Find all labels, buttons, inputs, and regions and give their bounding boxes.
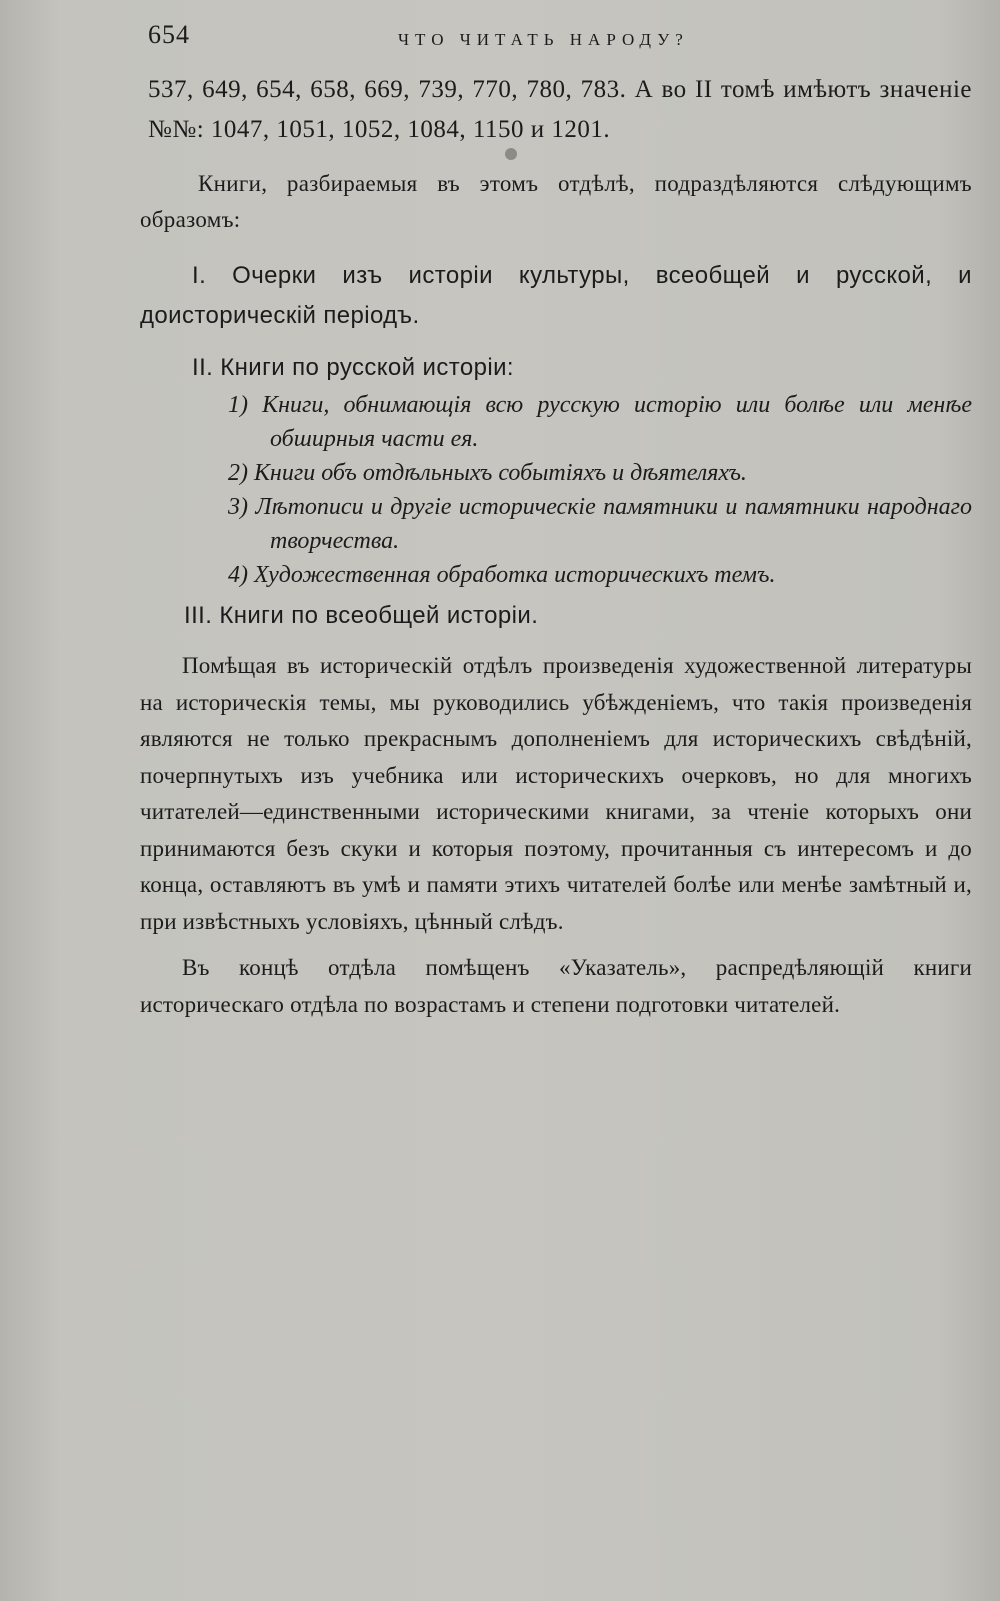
subsection-item-3: 3) Лѣтописи и другіе историческіе памятники и памятники народнаго творчества. bbox=[228, 494, 972, 554]
page-number: 654 bbox=[148, 20, 190, 49]
section-heading-2: II. Книги по русской исторіи: bbox=[192, 354, 514, 381]
subsection-item-4: 4) Художественная обработка историческихъ темъ. bbox=[228, 562, 776, 588]
body-paragraph-2: Въ концѣ отдѣла помѣщенъ «Указатель», распредѣляющій книги историческаго отдѣла по возрастамъ и степени подготовки читателей. bbox=[140, 955, 972, 1017]
subsection-item-2: 2) Книги объ отдѣльныхъ событіяхъ и дѣятеляхъ. bbox=[228, 460, 747, 486]
body-paragraph-1: Помѣщая въ историческій отдѣлъ произведенія художественной литературы на историческія темы, мы руководились убѣжденіемъ, что такія произведенія являются не только прекраснымъ дополненіемъ для историческихъ свѣдѣній, почерпнутыхъ изъ учебника или историческихъ очерковъ, но для многихъ читателей—единственными историческими книгами, за чтеніе которыхъ они принимаются безъ скуки и которыя поэтому, прочитанныя съ интересомъ и до конца, оставляютъ въ умѣ и памяти этихъ читателей болѣе или менѣе замѣтный и, при извѣстныхъ условіяхъ, цѣнный слѣдъ. bbox=[140, 653, 972, 934]
intro-paragraph: Книги, разбираемыя въ этомъ отдѣлѣ, подраздѣляются слѣдующимъ образомъ: bbox=[140, 171, 972, 232]
section-heading-3: III. Книги по всеобщей исторіи. bbox=[184, 602, 539, 629]
section-heading-1: I. Очерки изъ исторіи культуры, всеобщей и русской, и доисторическій періодъ. bbox=[140, 262, 972, 329]
carryover-paragraph: 537, 649, 654, 658, 669, 739, 770, 780, 783. А во II томѣ имѣютъ значеніе №№: 1047, 1051, 1052, 1084, 1150 и 1201. bbox=[148, 76, 972, 143]
subsection-item-1: 1) Книги, обнимающія всю русскую исторію или болѣе или менѣе обширныя части ея. bbox=[228, 392, 972, 452]
running-title: ЧТО ЧИТАТЬ НАРОДУ? bbox=[398, 30, 689, 49]
page-content bbox=[140, 70, 972, 1023]
page-header bbox=[148, 18, 958, 54]
